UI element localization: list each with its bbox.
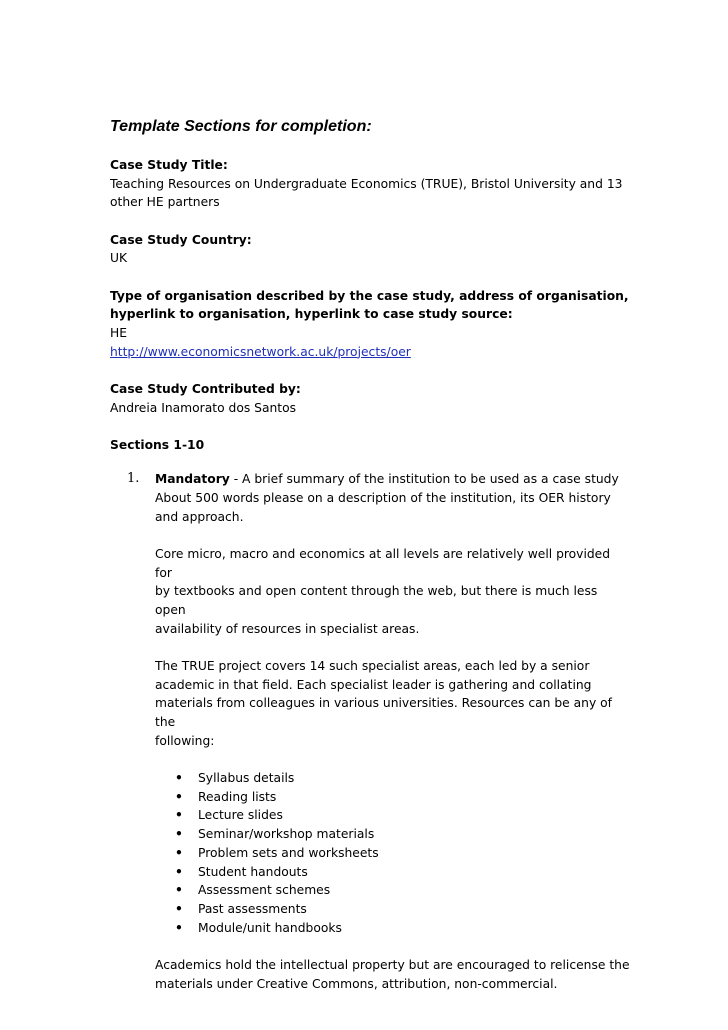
para3-line: following:: [155, 733, 215, 748]
case-study-country-field: [110, 231, 630, 268]
list-item-text: Reading lists: [198, 789, 277, 804]
section-1-para2: [155, 545, 630, 639]
section-1-intro-line2: About 500 words please on a description of the institution, its OER history: [155, 491, 611, 506]
list-item-text: Lecture slides: [198, 808, 283, 823]
document-page: [110, 116, 630, 1012]
case-study-country-value: UK: [110, 251, 128, 266]
bullet-icon: •: [175, 920, 183, 935]
case-study-title-field: [110, 156, 630, 212]
list-item-text: Student handouts: [198, 864, 308, 879]
section-1-lead: Mandatory: [155, 472, 230, 487]
list-item: [155, 900, 630, 919]
list-item-text: Assessment schemes: [198, 883, 331, 898]
bullet-icon: •: [175, 789, 183, 804]
list-item: [155, 919, 630, 938]
section-1-number: 1.: [127, 471, 140, 487]
section-1: [110, 470, 630, 993]
contributor-value: Andreia Inamorato dos Santos: [110, 400, 297, 415]
para2-line: Core micro, macro and economics at all levels are relatively well provided for: [155, 547, 611, 580]
bullet-icon: •: [175, 827, 183, 842]
bullet-icon: •: [175, 845, 183, 860]
list-item-text: Problem sets and worksheets: [198, 845, 379, 860]
list-item-text: Module/unit handbooks: [198, 920, 342, 935]
list-item: [155, 806, 630, 825]
contributor-label: Case Study Contributed by:: [110, 381, 301, 396]
sections-heading: Sections 1-10: [110, 437, 205, 452]
organisation-field: [110, 287, 630, 362]
list-item-text: Past assessments: [198, 902, 307, 916]
case-study-title-label: Case Study Title:: [110, 158, 228, 172]
case-study-country-label: Case Study Country:: [110, 232, 252, 247]
section-1-para4: [155, 956, 630, 993]
para3-line: The TRUE project covers 14 such specialist areas, each led by a senior: [155, 659, 590, 674]
organisation-value: HE: [110, 325, 128, 340]
para3-line: materials from colleagues in various universities. Resources can be any of the: [155, 696, 613, 730]
section-1-intro-text1: - A brief summary of the institution to be used as a case study: [229, 472, 619, 487]
page-heading: Template Sections for completion:: [110, 118, 372, 135]
list-item: [155, 863, 630, 882]
list-item: [155, 881, 630, 900]
list-item: [155, 844, 630, 863]
organisation-label-line1: Type of organisation described by the case study, address of organisation,: [110, 288, 629, 303]
bullet-icon: •: [175, 902, 183, 916]
bullet-icon: •: [175, 771, 183, 786]
bullet-icon: •: [175, 808, 183, 823]
section-1-intro-line1: [155, 470, 630, 489]
para2-line: by textbooks and open content through the web, but there is much less open: [155, 584, 598, 618]
bullet-icon: •: [175, 883, 183, 898]
organisation-label-line2: hyperlink to organisation, hyperlink to case study source:: [110, 307, 513, 322]
case-study-source-link[interactable]: http://www.economicsnetwork.ac.uk/projects/oer: [110, 344, 411, 359]
section-1-intro-line3: and approach.: [155, 509, 244, 524]
list-item: [155, 769, 630, 788]
contributor-field: [110, 380, 630, 417]
case-study-title-value-line1: Teaching Resources on Undergraduate Economics (TRUE), Bristol University and 13: [110, 176, 623, 191]
para4-line: materials under Creative Commons, attribution, non-commercial.: [155, 976, 558, 991]
section-1-intro: [155, 470, 630, 526]
list-item: [155, 788, 630, 807]
list-item-text: Syllabus details: [198, 771, 295, 786]
bullet-icon: •: [175, 864, 183, 879]
para4-line: Academics hold the intellectual property but are encouraged to relicense the: [155, 957, 630, 972]
para2-line: availability of resources in specialist areas.: [155, 621, 420, 636]
case-study-title-value-line2: other HE partners: [110, 195, 220, 210]
list-item-text: Seminar/workshop materials: [198, 827, 375, 842]
section-1-para3: [155, 657, 630, 751]
para3-line: academic in that field. Each specialist leader is gathering and collating: [155, 677, 592, 692]
resource-bullet-list: [155, 769, 630, 937]
list-item: [155, 825, 630, 844]
